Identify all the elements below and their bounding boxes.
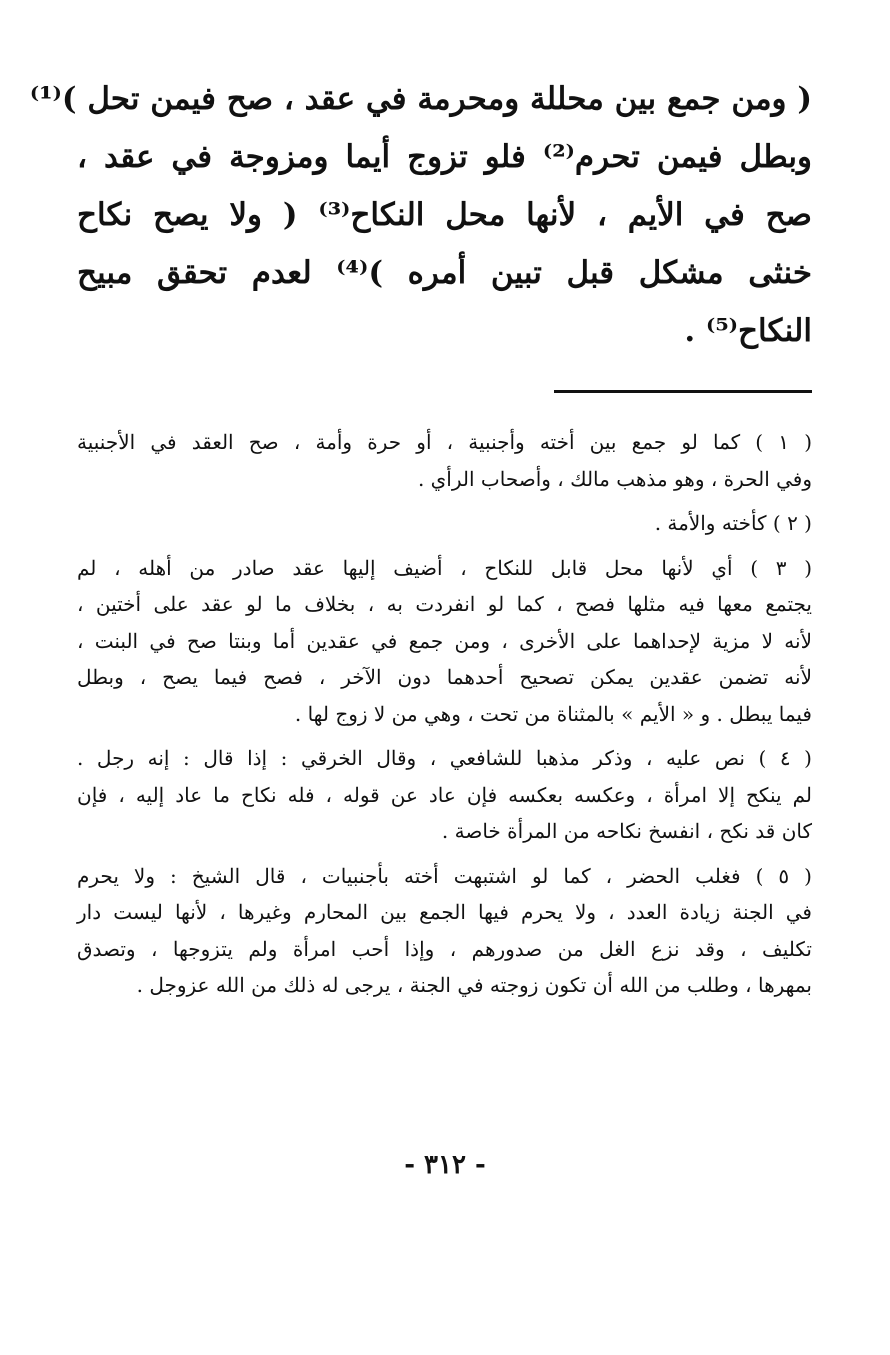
- main-text: [29, 70, 813, 360]
- footnote-separator: [554, 390, 812, 393]
- footnote-line: ( ٣ ) أي لأنها محل قابل للنكاح ، أضيف إليها عقد صادر من أهله ، لم: [77, 555, 812, 580]
- main-text-line: النكاح⁽⁵⁾ .: [684, 313, 812, 349]
- footnote-line: في الجنة زيادة العدد ، ولا يحرم فيها الجمع بين المحارم وغيرها ، لأنها ليست دار: [77, 900, 812, 924]
- footnote-line: ( ٤ ) نص عليه ، وذكر مذهبا للشافعي ، وقال الخرقي : إذا قال : إنه رجل .: [77, 746, 812, 770]
- page-number: - ٣١٢ -: [404, 1150, 486, 1180]
- footnote-line: لم ينكح إلا امرأة ، وعكسه بعكسه فإن عاد عن قوله ، فله نكاح ما عاد إليه ، فإن: [77, 782, 812, 807]
- main-text-line: صح في الأيم ، لأنها محل النكاح⁽³⁾ ( ولا يصح نكاح: [77, 197, 812, 233]
- footnote-line: ( ١ ) كما لو جمع بين أخته وأجنبية ، أو حرة وأمة ، صح العقد في الأجنبية: [77, 430, 812, 454]
- footnote-3: [77, 550, 812, 733]
- footnote-line: يجتمع معها فيه مثلها فصح ، كما لو انفردت به ، بخلاف ما لو عقد على أختين ،: [77, 592, 812, 616]
- main-text-line: ( ومن جمع بين محللة ومحرمة في عقد ، صح فيمن تحل )⁽¹⁾: [29, 81, 812, 117]
- footnote-line: ( ٢ ) كأخته والأمة .: [654, 511, 812, 535]
- footnote-line: وفي الحرة ، وهو مذهب مالك ، وأصحاب الرأي .: [417, 466, 812, 491]
- main-text-line: خنثى مشكل قبل تبين أمره )⁽⁴⁾ لعدم تحقق مبيح: [77, 255, 812, 291]
- footnote-line: كان قد نكح ، انفسخ نكاحه من المرأة خاصة .: [441, 819, 812, 843]
- main-text-line: وبطل فيمن تحرم⁽²⁾ فلو تزوج أيما ومزوجة في عقد ،: [77, 139, 813, 175]
- footnote-line: لأنه لا مزية لإحداهما على الأخرى ، ومن جمع في عقدين أما وبنتا صح في البنت ،: [77, 628, 812, 653]
- footnote-4: [77, 740, 812, 850]
- footnote-line: ( ٥ ) فغلب الحضر ، كما لو اشتبهت أخته بأجنبيات ، قال الشيخ : ولا يحرم: [77, 863, 812, 888]
- footnote-5: [77, 858, 812, 1004]
- footnote-line: تكليف ، وقد نزع الغل من صدورهم ، وإذا أحب امرأة ولم يتزوجها ، وتصدق: [77, 936, 812, 961]
- footnotes: [77, 424, 812, 1012]
- footnote-line: بمهرها ، وطلب من الله أن تكون زوجته في الجنة ، يرجى له ذلك من الله عزوجل .: [136, 973, 812, 997]
- footnote-2: [77, 505, 812, 542]
- footnote-line: فيما يبطل . و « الأيم » بالمثناة من تحت ، وهي من لا زوج لها .: [294, 701, 812, 726]
- footnote-1: [77, 424, 812, 497]
- footnote-line: لأنه تضمن عقدين يمكن تصحيح أحدهما دون الآخر ، فصح فيما يصح ، وبطل: [77, 665, 812, 689]
